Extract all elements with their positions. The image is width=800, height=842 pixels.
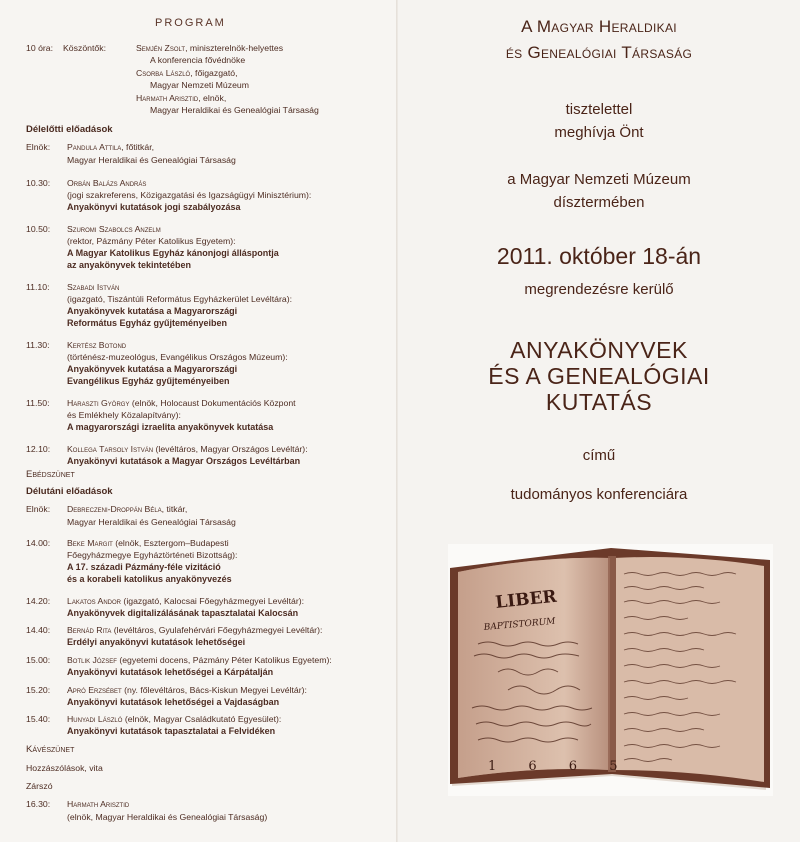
talk-title: Erdélyi anyakönyvi kutatások lehetőségei <box>67 637 246 647</box>
speaker-name: Kertész Botond <box>67 340 127 350</box>
speaker-name: Szabadi István <box>67 282 120 292</box>
invite-line7: tudományos konferenciára <box>510 486 688 503</box>
speaker-role: , miniszterelnök-helyettes <box>185 43 284 53</box>
invite-line5: megrendezésre kerülő <box>524 281 674 298</box>
speaker-affiliation: (elnök, Esztergom–Budapesti <box>112 538 229 548</box>
lunch-break: Ebédszünet <box>26 469 75 480</box>
speaker-affiliation: (levéltáros, Gyulafehérvári Főegyházmegyei Levéltár): <box>111 625 323 635</box>
speaker-name: Lakatos Andor <box>67 596 122 606</box>
speaker-affiliation: (elnök, Magyar Heraldikai és Genealógiai Társaság) <box>67 812 268 822</box>
opening-line4: Magyar Nemzeti Múzeum <box>150 80 249 90</box>
talk-title: Anyakönyvi kutatások a Magyar Országos Levéltárban <box>67 456 301 466</box>
book-year: 1 6 6 5 <box>488 759 632 774</box>
speaker-line <box>67 624 322 636</box>
speaker-name: Apró Erzsébet <box>67 685 122 695</box>
talk-time: 11.50: <box>26 398 50 408</box>
talk-time: 16.30: <box>26 799 51 809</box>
speaker-affiliation: (elnök, Magyar Családkutató Egyesület): <box>122 714 282 724</box>
speaker-role: , főigazgató, <box>190 68 238 78</box>
afternoon-chair-label: Elnök: <box>26 504 51 514</box>
speaker-affiliation: (igazgató, Kalocsai Főegyházmegyei Levéltár): <box>121 596 305 606</box>
organizer-line1: A Magyar Heraldikai <box>521 17 677 36</box>
opening-line1 <box>136 42 283 54</box>
book-photo <box>448 544 773 796</box>
speaker-role: , titkár, <box>161 504 188 514</box>
invite-line4: dísztermében <box>553 194 645 211</box>
speaker-line <box>67 397 296 409</box>
talk-title: Anyakönyvek digitalizálásának tapasztalatai Kalocsán <box>67 608 299 618</box>
talk-time: 10.30: <box>26 178 51 188</box>
closing-words: Zárszó <box>26 781 53 791</box>
morning-heading: Délelőtti előadások <box>26 124 113 135</box>
speaker-name: Pandula Attila <box>67 142 122 152</box>
speaker-affiliation: (rektor, Pázmány Péter Katolikus Egyetem): <box>67 236 236 246</box>
conference-title-line2: ÉS A GENEALÓGIAI <box>488 363 710 389</box>
speaker-line <box>67 595 304 607</box>
talk-time: 15.20: <box>26 685 51 695</box>
talk-title: A magyarországi izraelita anyakönyvek kutatása <box>67 422 274 432</box>
invite-line3: a Magyar Nemzeti Múzeum <box>507 171 691 188</box>
talk-time: 14.00: <box>26 538 51 548</box>
talk-title: Anyakönyvi kutatások lehetőségei a Vajdaságban <box>67 697 280 707</box>
old-register-book-image <box>448 544 773 796</box>
talk-time: 15.00: <box>26 655 51 665</box>
speaker-role: , főtitkár, <box>121 142 155 152</box>
discussion: Hozzászólások, vita <box>26 763 103 773</box>
talk-title-cont: és a korabeli katolikus anyakönyvezés <box>67 574 232 584</box>
morning-chair <box>67 141 154 153</box>
speaker-affiliation: (levéltáros, Magyar Országos Levéltár): <box>153 444 308 454</box>
talk-title: Anyakönyvi kutatások tapasztalatai a Felvidéken <box>67 726 276 736</box>
speaker-name: Szuromi Szabolcs Anzelm <box>67 224 161 234</box>
opening-label: Köszöntők: <box>63 43 106 53</box>
coffee-break: Kávészünet <box>26 744 75 755</box>
talk-title: Anyakönyvi kutatások jogi szabályozása <box>67 202 241 212</box>
invite-line1: tisztelettel <box>565 101 633 118</box>
speaker-name: Bernád Rita <box>67 625 112 635</box>
talk-time: 14.20: <box>26 596 51 606</box>
invitation-panel <box>398 0 800 842</box>
morning-chair-label: Elnök: <box>26 142 51 152</box>
speaker-role: , elnök, <box>198 93 227 103</box>
opening-line3 <box>136 67 238 79</box>
speaker-affiliation-cont: Főegyházmegye Egyháztörténeti Bizottság): <box>67 550 238 560</box>
speaker-affiliation-cont: és Emlékhely Közalapítvány): <box>67 410 181 420</box>
speaker-line <box>67 684 307 696</box>
morning-chair-org: Magyar Heraldikai és Genealógiai Társaság <box>67 155 236 165</box>
talk-time: 14.40: <box>26 625 51 635</box>
speaker-line <box>67 654 332 666</box>
talk-title-cont: Református Egyház gyűjteményeiben <box>67 318 228 328</box>
opening-line5 <box>136 92 226 104</box>
speaker-affiliation: (történész-muzeológus, Evangélikus Országos Múzeum): <box>67 352 288 362</box>
talk-title: A 17. századi Pázmány-féle vizitáció <box>67 562 221 572</box>
speaker-name: Kollega Tarsoly István <box>67 444 154 454</box>
speaker-name: Beke Margit <box>67 538 113 548</box>
program-title: PROGRAM <box>155 17 226 29</box>
speaker-line <box>67 713 281 725</box>
talk-title: A Magyar Katolikus Egyház kánonjogi álláspontja <box>67 248 279 258</box>
talk-title: Anyakönyvi kutatások lehetőségei a Kárpátalján <box>67 667 274 677</box>
talk-time: 12.10: <box>26 444 51 454</box>
speaker-affiliation: (igazgató, Tiszántúli Református Egyházkerület Levéltára): <box>67 294 293 304</box>
speaker-line <box>67 443 308 455</box>
speaker-name: Semjén Zsolt <box>136 43 186 53</box>
invite-line6: című <box>582 447 616 464</box>
talk-time: 10.50: <box>26 224 51 234</box>
conference-title-line3: KUTATÁS <box>545 389 653 415</box>
speaker-name: Debreczeni-Droppán Béla <box>67 504 162 514</box>
speaker-name: Botlik József <box>67 655 117 665</box>
speaker-affiliation: (jogi szakreferens, Közigazgatási és Igazságügyi Minisztérium): <box>67 190 312 200</box>
organizer-line2: és Genealógiai Társaság <box>505 43 693 62</box>
speaker-line <box>67 537 229 549</box>
talk-title: Anyakönyvek kutatása a Magyarországi <box>67 306 238 316</box>
conference-title-line1: ANYAKÖNYVEK <box>510 337 688 363</box>
speaker-name: Csorba László <box>136 68 191 78</box>
event-date: 2011. október 18-án <box>496 243 702 269</box>
speaker-name: Haraszti György <box>67 398 130 408</box>
talk-title-cont: Evangélikus Egyház gyűjteményeiben <box>67 376 230 386</box>
talk-title: Anyakönyvek kutatása a Magyarországi <box>67 364 238 374</box>
afternoon-chair-org: Magyar Heraldikai és Genealógiai Társaság <box>67 517 236 527</box>
speaker-name: Harmath Arisztid <box>67 799 130 809</box>
speaker-affiliation: (egyetemi docens, Pázmány Péter Katolikus Egyetem): <box>116 655 332 665</box>
speaker-name: Hunyadi László <box>67 714 123 724</box>
opening-line6: Magyar Heraldikai és Genealógiai Társaság <box>150 105 319 115</box>
speaker-name: Orbán Balázs András <box>67 178 147 188</box>
invite-line2: meghívja Önt <box>554 124 644 141</box>
talk-time: 15.40: <box>26 714 51 724</box>
speaker-name: Harmath Arisztid <box>136 93 199 103</box>
afternoon-chair <box>67 503 187 515</box>
speaker-affiliation: (elnök, Holocaust Dokumentációs Központ <box>129 398 296 408</box>
afternoon-heading: Délutáni előadások <box>26 486 113 497</box>
speaker-affiliation: (ny. főlevéltáros, Bács-Kiskun Megyei Levéltár): <box>121 685 307 695</box>
program-panel <box>0 0 396 842</box>
book-word-baptistorum: BAPTISTORUM <box>483 616 556 633</box>
talk-title-cont: az anyakönyvek tekintetében <box>67 260 192 270</box>
talk-time: 11.10: <box>26 282 50 292</box>
book-word-liber: LIBER <box>494 586 558 613</box>
opening-time: 10 óra: <box>26 43 54 53</box>
talk-time: 11.30: <box>26 340 50 350</box>
opening-line2: A konferencia fővédnöke <box>150 55 246 65</box>
